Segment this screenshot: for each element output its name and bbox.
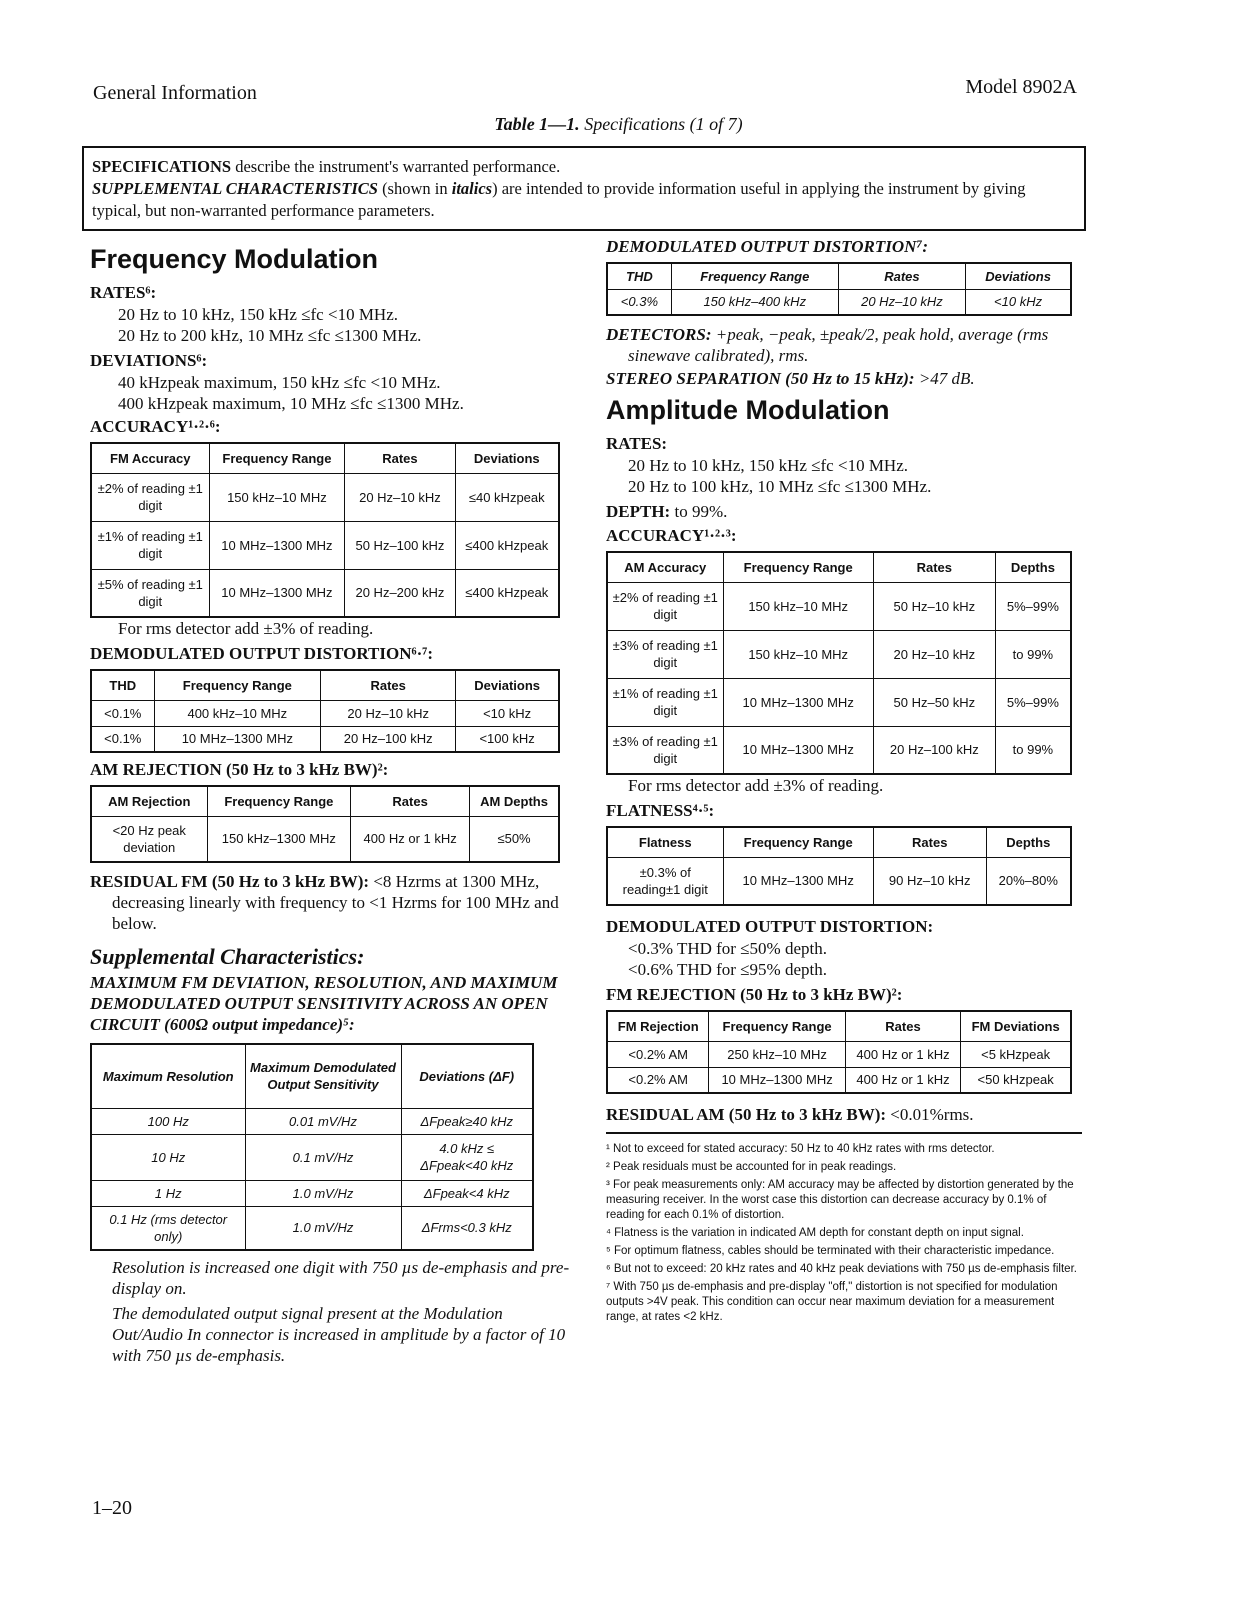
fm-distortion-table: THD Frequency Range Rates Deviations <0.1% 400 kHz–10 MHz 20 Hz–10 kHz <10 kHz <0.1% 10 MHz–1300 MHz 20 Hz–100 kHz <100 kHz (90, 669, 560, 753)
table-row: <0.2% AM 250 kHz–10 MHz 400 Hz or 1 kHz <5 kHzpeak (607, 1041, 1071, 1067)
footnote: ³ For peak measurements only: AM accuracy may be affected by distortion generated by the measuring receiver. In the worst case this distortion can decrease accuracy by 0.1% of reading for each 0.1% of distortion. (606, 1179, 1074, 1221)
left-column (90, 242, 572, 1366)
fm-rates-label: RATES⁶: (90, 283, 157, 302)
footnote: ¹ Not to exceed for stated accuracy: 50 Hz to 40 kHz rates with rms detector. (606, 1143, 995, 1155)
am-residual: RESIDUAL AM (50 Hz to 3 kHz BW): <0.01%rms. (606, 1105, 974, 1124)
table-row: <0.1% 10 MHz–1300 MHz 20 Hz–100 kHz <100 kHz (91, 726, 559, 752)
fm-amrej-table: AM Rejection Frequency Range Rates AM Depths <20 Hz peak deviation 150 kHz–1300 MHz 400 Hz or 1 kHz ≤50% (90, 785, 560, 863)
intro-box: SPECIFICATIONS describe the instrument's warranted performance. SUPPLEMENTAL CHARACTERISTICS (shown in italics) are intended to provide information useful in applying the instrument by giving typical, but non-warranted performance parameters. (82, 146, 1086, 231)
table-row: <0.2% AM 10 MHz–1300 MHz 400 Hz or 1 kHz <50 kHzpeak (607, 1067, 1071, 1093)
am-rates: 20 Hz to 10 kHz, 150 kHz ≤fc <10 MHz. 20 Hz to 100 kHz, 10 MHz ≤fc ≤1300 MHz. (628, 456, 932, 496)
footnote-rule (606, 1132, 1082, 1134)
fm-devs: 40 kHzpeak maximum, 150 kHz ≤fc <10 MHz. 400 kHzpeak maximum, 10 MHz ≤fc ≤1300 MHz. (118, 373, 464, 413)
am-fmrej-table: FM Rejection Frequency Range Rates FM Deviations <0.2% AM 250 kHz–10 MHz 400 Hz or 1 kHz <5 kHzpeak <0.2% AM 10 MHz–1300 MHz 400 Hz or 1 kHz <50 kHzpeak (606, 1010, 1072, 1094)
supp-note-2: The demodulated output signal present at the Modulation Out/Audio In connector is increased in amplitude by a factor of 10 with 750 µs de-emphasis. (112, 1304, 566, 1365)
footnote: ⁶ But not to exceed: 20 kHz rates and 40 kHz peak deviations with 750 µs de-emphasis filter. (606, 1263, 1077, 1275)
table-row: 100 Hz 0.01 mV/Hz ΔFpeak≥40 kHz (91, 1108, 533, 1134)
table-row: 1 Hz 1.0 mV/Hz ΔFpeak<4 kHz (91, 1180, 533, 1206)
am-rates-label: RATES: (606, 434, 668, 453)
fm-dist-label: DEMODULATED OUTPUT DISTORTION⁶·⁷: (90, 644, 434, 663)
table-row: ±3% of reading ±1 digit 10 MHz–1300 MHz 20 Hz–100 kHz to 99% (607, 726, 1071, 774)
am-dist-lines: <0.3% THD for ≤50% depth. <0.6% THD for ≤95% depth. (628, 939, 827, 979)
table-row: <0.1% 400 kHz–10 MHz 20 Hz–10 kHz <10 kHz (91, 700, 559, 726)
header-model: Model 8902A (965, 76, 1077, 98)
r-dist-label: DEMODULATED OUTPUT DISTORTION⁷: (606, 237, 928, 256)
page-number: 1–20 (92, 1497, 132, 1519)
r-distortion-table: THD Frequency Range Rates Deviations <0.3% 150 kHz–400 kHz 20 Hz–10 kHz <10 kHz (606, 262, 1072, 316)
table-row: 0.1 Hz (rms detector only) 1.0 mV/Hz ΔFrms<0.3 kHz (91, 1206, 533, 1250)
table-row: ±3% of reading ±1 digit 150 kHz–10 MHz 20 Hz–10 kHz to 99% (607, 630, 1071, 678)
am-flatness-table: Flatness Frequency Range Rates Depths ±0.3% of reading±1 digit 10 MHz–1300 MHz 90 Hz–10 kHz 20%–80% (606, 826, 1072, 906)
footnote: ⁵ For optimum flatness, cables should be terminated with their characteristic impedance. (606, 1245, 1055, 1257)
supp-caps: MAXIMUM FM DEVIATION, RESOLUTION, AND MAXIMUM DEMODULATED OUTPUT SENSITIVITY ACROSS AN OPEN CIRCUIT (600Ω output impedance)⁵: (90, 973, 558, 1034)
am-depth: DEPTH: to 99%. (606, 502, 728, 521)
fm-rates: 20 Hz to 10 kHz, 150 kHz ≤fc <10 MHz. 20 Hz to 200 kHz, 10 MHz ≤fc ≤1300 MHz. (118, 305, 422, 345)
table-title: Table 1—1. Specifications (1 of 7) (494, 114, 743, 134)
supp-title: Supplemental Characteristics: (90, 944, 365, 969)
table-row: ±2% of reading ±1 digit 150 kHz–10 MHz 20 Hz–10 kHz ≤40 kHzpeak (91, 473, 559, 521)
right-column (606, 236, 1082, 1328)
footnote: ⁴ Flatness is the variation in indicated AM depth for constant depth on input signal. (606, 1227, 1024, 1239)
am-dist-label: DEMODULATED OUTPUT DISTORTION: (606, 917, 934, 936)
stereo-sep: STEREO SEPARATION (50 Hz to 15 kHz): >47 dB. (606, 369, 975, 388)
table-row: ±0.3% of reading±1 digit 10 MHz–1300 MHz 90 Hz–10 kHz 20%–80% (607, 857, 1071, 905)
fm-residual: RESIDUAL FM (50 Hz to 3 kHz BW): <8 Hzrms at 1300 MHz, decreasing linearly with frequency to <1 Hzrms for 100 MHz and below. (90, 872, 559, 933)
fm-accuracy-table: FM Accuracy Frequency Range Rates Deviations ±2% of reading ±1 digit 150 kHz–10 MHz 20 Hz–10 kHz ≤40 kHzpeak ±1% of reading ±1 digit 10 MHz–1300 MHz 50 Hz–100 kHz ≤400 kHzpeak ±5% of reading ±1 digit 10 MHz–1300 MHz 20 Hz–200 kHz ≤400 kHzpeak (90, 442, 560, 618)
table-row: ±1% of reading ±1 digit 10 MHz–1300 MHz 50 Hz–100 kHz ≤400 kHzpeak (91, 521, 559, 569)
fm-amrej-label: AM REJECTION (50 Hz to 3 kHz BW)²: (90, 760, 389, 779)
am-rms-note: For rms detector add ±3% of reading. (628, 776, 884, 795)
detectors: DETECTORS: +peak, −peak, ±peak/2, peak hold, average (rms sinewave calibrated), rms. (606, 325, 1049, 365)
footnote: ⁷ With 750 µs de-emphasis and pre-display "off," distortion is not specified for modulation outputs >4V peak. This condition can occur near maximum deviation for a measurement range, at rates <2 kHz. (606, 1281, 1058, 1323)
am-fmrej-label: FM REJECTION (50 Hz to 3 kHz BW)²: (606, 985, 903, 1004)
supp-table: Maximum Resolution Maximum Demodulated Output Sensitivity Deviations (ΔF) 100 Hz 0.01 mV/Hz ΔFpeak≥40 kHz 10 Hz 0.1 mV/Hz 4.0 kHz ≤ ΔFpeak<40 kHz 1 Hz 1.0 mV/Hz ΔFpeak<4 kHz 0.1 Hz (rms detector only) 1.0 mV/Hz ΔFrms<0.3 kHz (90, 1043, 534, 1251)
table-row: ±5% of reading ±1 digit 10 MHz–1300 MHz 20 Hz–200 kHz ≤400 kHzpeak (91, 569, 559, 617)
am-acc-label: ACCURACY¹·²·³: (606, 526, 737, 545)
table-row: <0.3% 150 kHz–400 kHz 20 Hz–10 kHz <10 kHz (607, 289, 1071, 315)
table-row: 10 Hz 0.1 mV/Hz 4.0 kHz ≤ ΔFpeak<40 kHz (91, 1134, 533, 1180)
table-row: ±2% of reading ±1 digit 150 kHz–10 MHz 50 Hz–10 kHz 5%–99% (607, 582, 1071, 630)
header-section: General Information (93, 82, 257, 104)
table-row: ±1% of reading ±1 digit 10 MHz–1300 MHz 50 Hz–50 kHz 5%–99% (607, 678, 1071, 726)
table-row: <20 Hz peak deviation 150 kHz–1300 MHz 400 Hz or 1 kHz ≤50% (91, 816, 559, 862)
footnote: ² Peak residuals must be accounted for in peak readings. (606, 1161, 897, 1173)
am-flat-label: FLATNESS⁴·⁵: (606, 801, 715, 820)
am-title: Amplitude Modulation (606, 395, 890, 425)
fm-acc-label: ACCURACY¹·²·⁶: (90, 417, 221, 436)
fm-dev-label: DEVIATIONS⁶: (90, 351, 208, 370)
fm-rms-note: For rms detector add ±3% of reading. (118, 619, 374, 638)
supp-note-1: Resolution is increased one digit with 750 µs de-emphasis and pre-display on. (112, 1258, 570, 1298)
footnotes (606, 1142, 1082, 1325)
am-accuracy-table: AM Accuracy Frequency Range Rates Depths ±2% of reading ±1 digit 150 kHz–10 MHz 50 Hz–10 kHz 5%–99% ±3% of reading ±1 digit 150 kHz–10 MHz 20 Hz–10 kHz to 99% ±1% of reading ±1 digit 10 MHz–1300 MHz 50 Hz–50 kHz 5%–99% ±3% of reading ±1 digit 10 MHz–1300 MHz 20 Hz–100 kHz to 99% (606, 551, 1072, 775)
fm-title: Frequency Modulation (90, 244, 379, 274)
